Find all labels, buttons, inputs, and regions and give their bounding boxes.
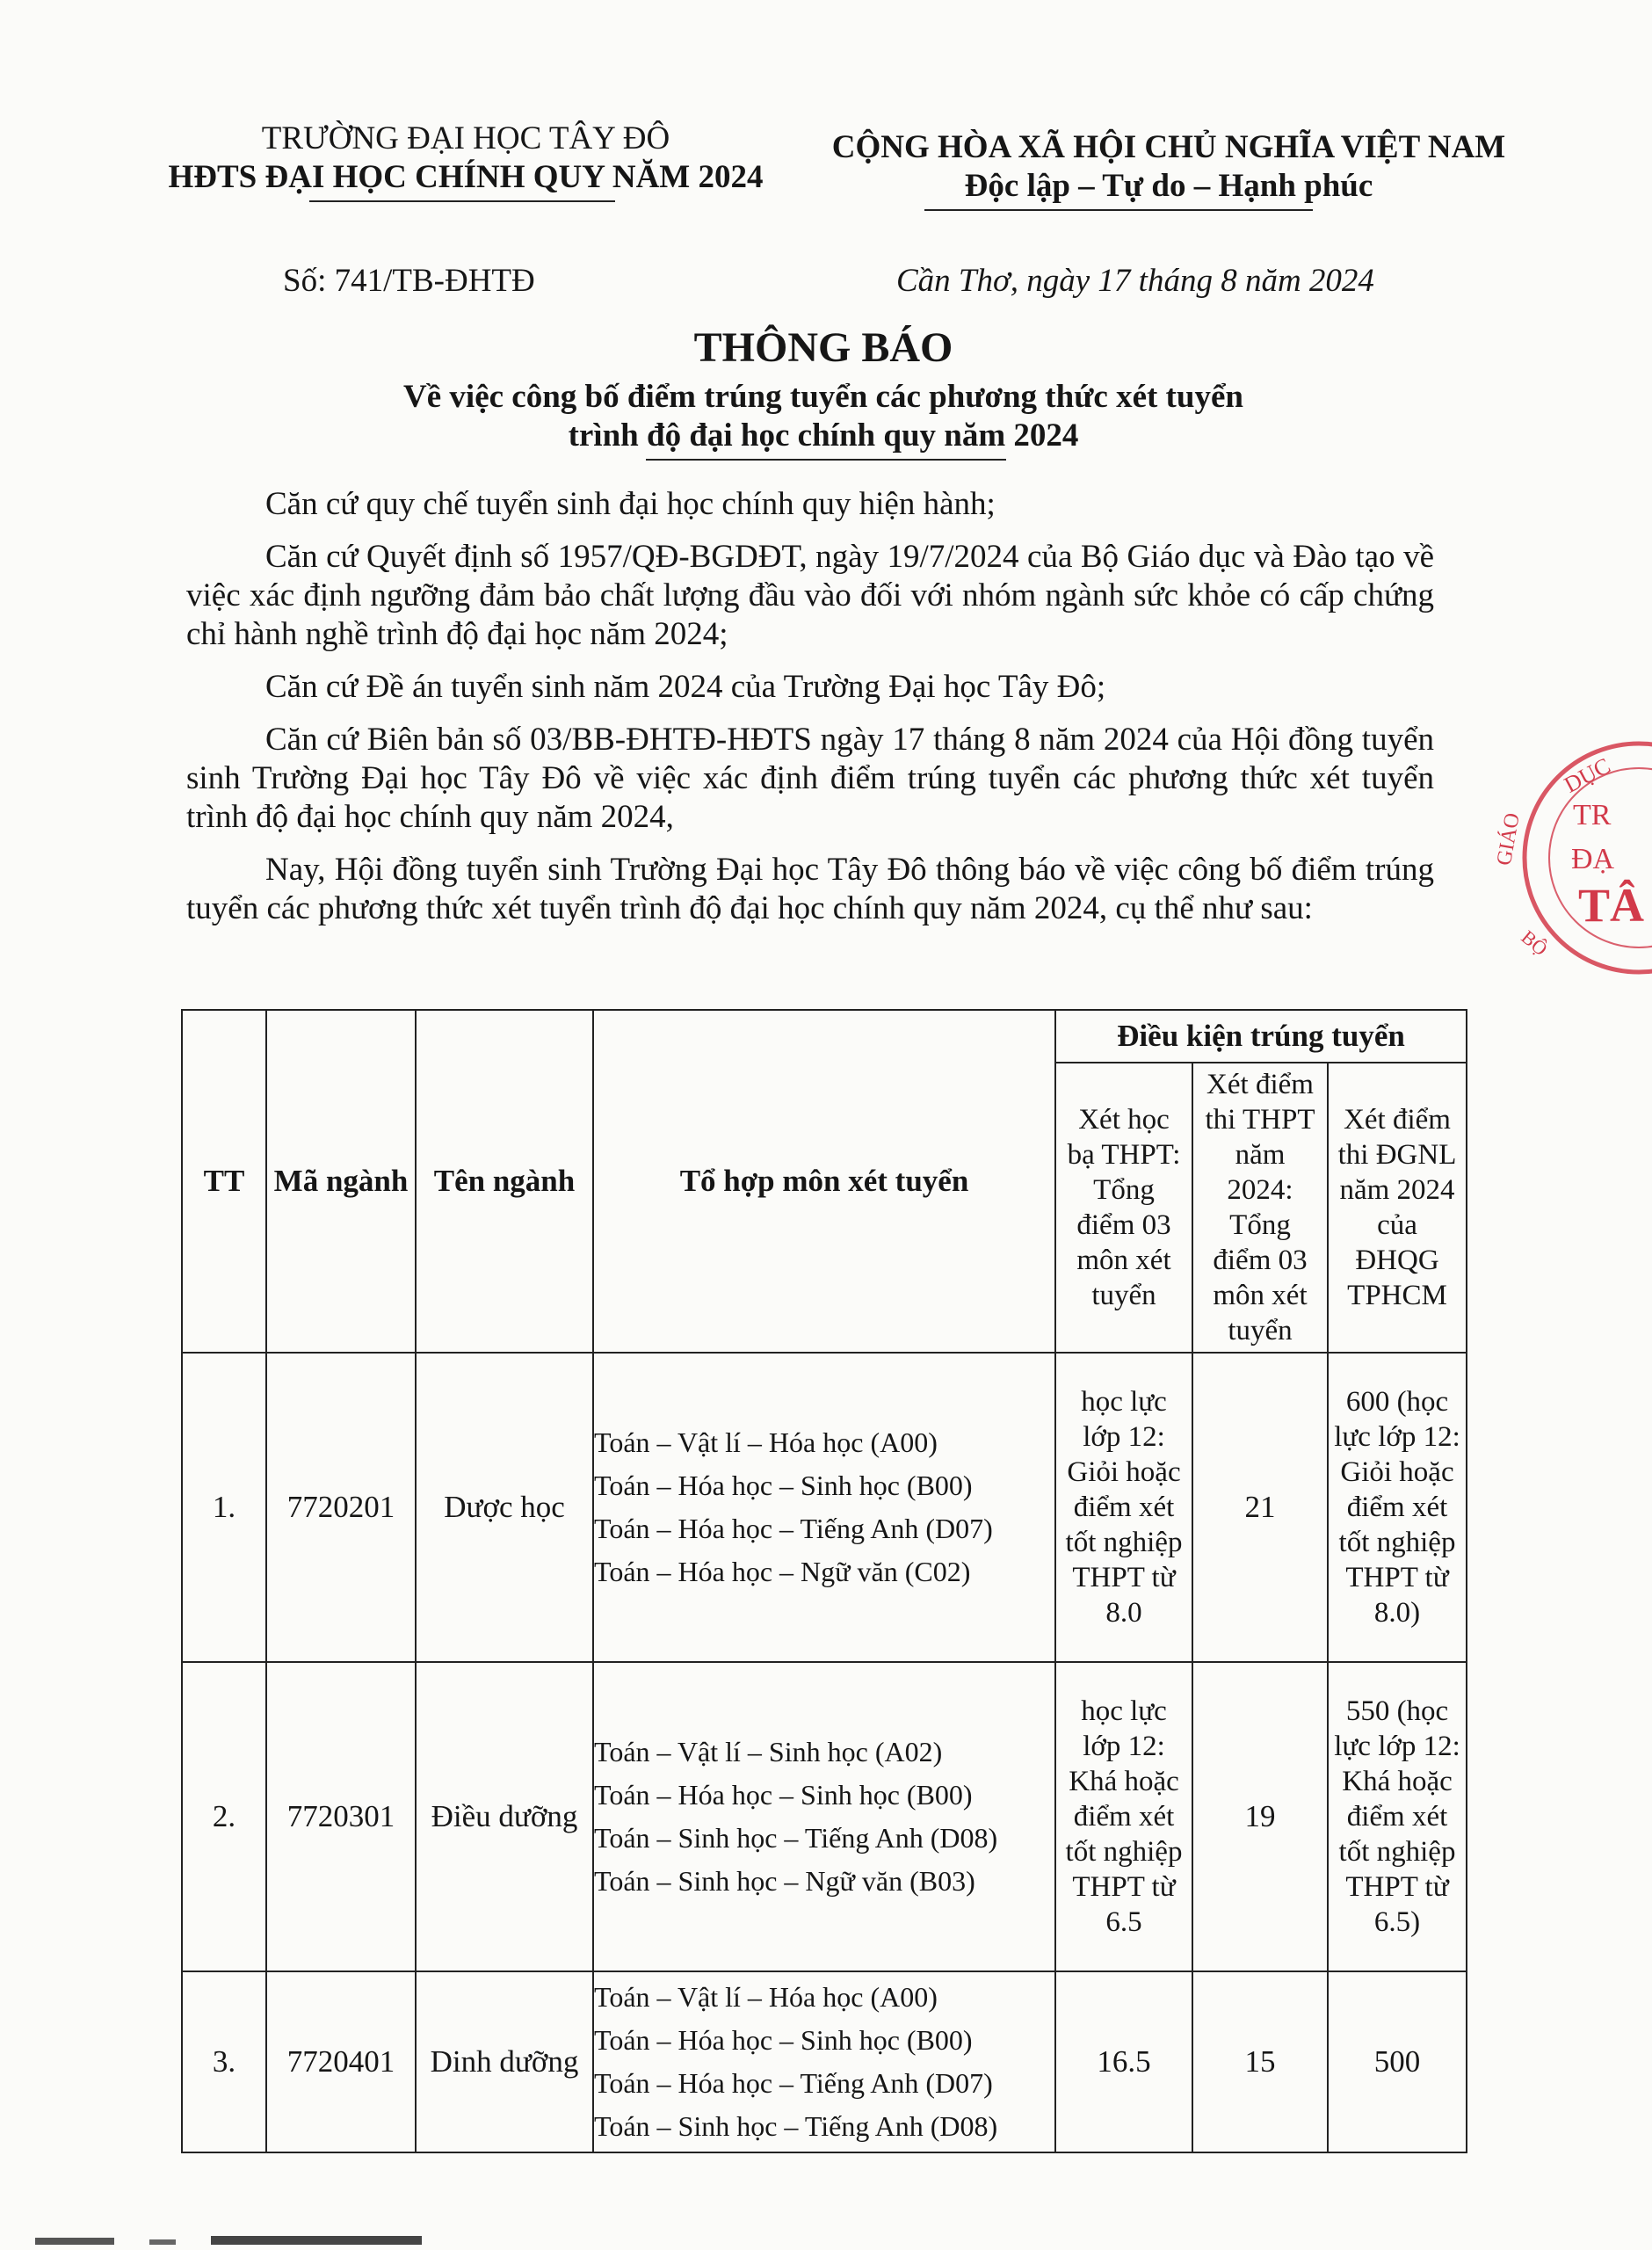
combo-item: Toán – Hóa học – Sinh học (B00)	[594, 1470, 973, 1501]
row-hocba: học lực lớp 12: Giỏi hoặc điểm xét tốt nghiệp THPT từ 8.0	[1055, 1353, 1192, 1662]
official-seal	[1476, 735, 1652, 998]
table-header-row	[182, 1010, 1467, 1063]
row-name: Điều dưỡng	[416, 1662, 593, 1971]
combo-item: Toán – Vật lí – Sinh học (A02)	[594, 1736, 943, 1767]
col-tt: TT	[182, 1010, 266, 1353]
row-dgnl: 500	[1328, 1971, 1467, 2152]
table-row	[182, 1662, 1467, 1971]
admission-table	[181, 1009, 1467, 2153]
row-thpt: 21	[1192, 1353, 1328, 1662]
col-code: Mã ngành	[266, 1010, 416, 1353]
row-tt: 2.	[182, 1662, 266, 1971]
row-code: 7720401	[266, 1971, 416, 2152]
document-subject-line2: trình độ đại học chính quy năm 2024	[568, 417, 1079, 454]
row-code: 7720201	[266, 1353, 416, 1662]
row-code: 7720301	[266, 1662, 416, 1971]
place-date: Cần Thơ, ngày 17 tháng 8 năm 2024	[896, 263, 1374, 299]
combo-item: Toán – Vật lí – Hóa học (A00)	[594, 1981, 938, 2013]
combo-item: Toán – Sinh học – Ngữ văn (B03)	[594, 1865, 975, 1897]
col-hocba: Xét học bạ THPT: Tổng điểm 03 môn xét tuyển	[1055, 1063, 1192, 1353]
paragraph-1: Căn cứ quy chế tuyển sinh đại học chính quy hiện hành;	[265, 486, 996, 522]
org-underline	[309, 200, 615, 202]
combo-item: Toán – Hóa học – Sinh học (B00)	[594, 2024, 973, 2056]
col-name: Tên ngành	[416, 1010, 593, 1353]
combo-item: Toán – Sinh học – Tiếng Anh (D08)	[594, 2110, 998, 2142]
seal-text-center2: ĐẠ	[1571, 843, 1615, 875]
combo-item: Toán – Hóa học – Sinh học (B00)	[594, 1779, 973, 1811]
org-name: TRƯỜNG ĐẠI HỌC TÂY ĐÔ	[261, 120, 670, 156]
row-thpt: 15	[1192, 1971, 1328, 2152]
row-thpt: 19	[1192, 1662, 1328, 1971]
motto-underline	[924, 209, 1313, 211]
nation-motto: Độc lập – Tự do – Hạnh phúc	[964, 168, 1373, 204]
scan-artifact	[0, 2229, 1587, 2250]
row-name: Dinh dưỡng	[416, 1971, 593, 2152]
seal-text-top: DỤC	[1560, 752, 1615, 798]
combo-item: Toán – Hóa học – Tiếng Anh (D07)	[594, 1513, 993, 1544]
table-row	[182, 1353, 1467, 1662]
row-dgnl: 550 (học lực lớp 12: Khá hoặc điểm xét tốt nghiệp THPT từ 6.5)	[1328, 1662, 1467, 1971]
col-thpt: Xét điểm thi THPT năm 2024: Tổng điểm 03 môn xét tuyển	[1192, 1063, 1328, 1353]
document-number: Số: 741/TB-ĐHTĐ	[283, 263, 535, 299]
body-text	[186, 485, 1434, 928]
row-combos	[593, 1353, 1055, 1662]
org-subunit: HĐTS ĐẠI HỌC CHÍNH QUY NĂM 2024	[168, 159, 764, 195]
combo-item: Toán – Hóa học – Tiếng Anh (D07)	[594, 2067, 993, 2099]
seal-text-center3: TÂ	[1578, 879, 1645, 932]
col-dgnl: Xét điểm thi ĐGNL năm 2024 của ĐHQG TPHCM	[1328, 1063, 1467, 1353]
combo-item: Toán – Hóa học – Ngữ văn (C02)	[594, 1556, 971, 1587]
subject-underline	[646, 459, 1006, 461]
nation-name: CỘNG HÒA XÃ HỘI CHỦ NGHĨA VIỆT NAM	[831, 129, 1506, 165]
combo-item: Toán – Vật lí – Hóa học (A00)	[594, 1426, 938, 1458]
row-combos	[593, 1662, 1055, 1971]
paragraph-5: Nay, Hội đồng tuyển sinh Trường Đại học Tây Đô thông báo về việc công bố điểm trúng tuyển các phương thức xét tuyển trình độ đại học chính quy năm 2024, cụ thể như sau:	[186, 852, 1434, 926]
row-tt: 1.	[182, 1353, 266, 1662]
row-hocba: 16.5	[1055, 1971, 1192, 2152]
row-name: Dược học	[416, 1353, 593, 1662]
seal-text-left: GIÁO	[1492, 811, 1525, 867]
combo-item: Toán – Sinh học – Tiếng Anh (D08)	[594, 1822, 998, 1854]
row-tt: 3.	[182, 1971, 266, 2152]
row-combos	[593, 1971, 1055, 2152]
table-row	[182, 1971, 1467, 2152]
row-dgnl: 600 (học lực lớp 12: Giỏi hoặc điểm xét tốt nghiệp THPT từ 8.0)	[1328, 1353, 1467, 1662]
paragraph-4: Căn cứ Biên bản số 03/BB-ĐHTĐ-HĐTS ngày 17 tháng 8 năm 2024 của Hội đồng tuyển sinh Trường Đại học Tây Đô về việc xác định điểm trúng tuyển các phương thức xét tuyển trình độ đại học chính quy năm 2024,	[186, 722, 1434, 835]
seal-text-bottom: BỘ	[1517, 925, 1553, 961]
paragraph-2: Căn cứ Quyết định số 1957/QĐ-BGDĐT, ngày 19/7/2024 của Bộ Giáo dục và Đào tạo về việc xác định ngưỡng đảm bảo chất lượng đầu vào đối với nhóm ngành sức khỏe có cấp chứng chỉ hành nghề trình độ đại học năm 2024;	[186, 539, 1434, 652]
row-hocba: học lực lớp 12: Khá hoặc điểm xét tốt nghiệp THPT từ 6.5	[1055, 1662, 1192, 1971]
document-title: THÔNG BÁO	[693, 324, 953, 371]
seal-text-center1: TR	[1573, 799, 1612, 831]
col-combo: Tổ hợp môn xét tuyển	[593, 1010, 1055, 1353]
col-conditions: Điều kiện trúng tuyển	[1055, 1010, 1467, 1063]
document-subject-line1: Về việc công bố điểm trúng tuyển các phương thức xét tuyển	[403, 379, 1243, 415]
paragraph-3: Căn cứ Đề án tuyển sinh năm 2024 của Trường Đại học Tây Đô;	[265, 669, 1106, 705]
